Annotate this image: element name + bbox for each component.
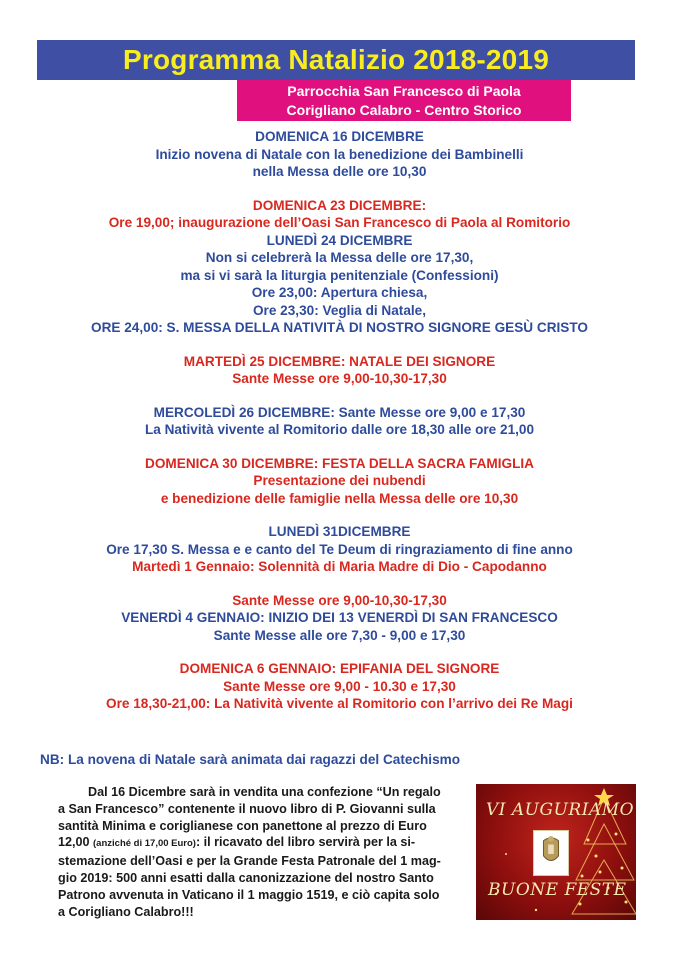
event-line: Sante Messe ore 9,00-10,30-17,30 (232, 592, 447, 608)
parish-banner (237, 80, 571, 121)
offer-line-rest: : il ricavato del libro servirà per la si- (195, 835, 416, 850)
event-line: LUNEDÌ 31DICEMBRE (268, 524, 411, 539)
event-line: DOMENICA 16 DICEMBRE (255, 129, 424, 144)
event-line: LUNEDÌ 24 DICEMBRE (266, 232, 413, 248)
event-line: DOMENICA 23 DICEMBRE: (252, 197, 427, 213)
christmas-greeting-card (476, 784, 636, 920)
event-line: Inizio novena di Natale con la benedizione dei Bambinelli (155, 146, 524, 162)
event-schedule (0, 128, 679, 713)
offer-line: stemazione dell’Oasi e per la Grande Festa Patronale del 1 mag- (58, 854, 441, 869)
event-block (0, 592, 679, 645)
offer-line (58, 834, 468, 853)
event-block (0, 660, 679, 713)
greeting-line-1: VI AUGURIAMO (486, 800, 635, 820)
offer-line: a San Francesco” contenente il nuovo libro di P. Giovanni sulla (58, 801, 436, 816)
event-block (0, 523, 679, 576)
offer-line: santità Minima e coriglianese con panettone al prezzo di Euro (58, 818, 427, 833)
offer-line: Dal 16 Dicembre sarà in vendita una confezione “Un regalo (88, 785, 441, 799)
offer-line: a Corigliano Calabro!!! (58, 904, 194, 919)
event-line: Ore 23,30: Veglia di Natale, (252, 302, 427, 318)
event-line: Sante Messe alle ore 7,30 - 9,00 e 17,30 (213, 627, 466, 643)
coat-of-arms-icon (533, 830, 569, 876)
parish-name: Parrocchia San Francesco di Paola (287, 83, 521, 99)
event-block (0, 197, 679, 337)
parish-location: Corigliano Calabro - Centro Storico (286, 102, 522, 118)
offer-price: 12,00 (58, 835, 94, 850)
event-line: Ore 17,30 S. Messa e e canto del Te Deum di ringraziamento di fine anno (106, 541, 573, 557)
offer-original-price: (anziché di 17,00 Euro) (93, 838, 196, 850)
event-line: Sante Messe ore 9,00 - 10.30 e 17,30 (223, 678, 456, 694)
offer-line: gio 2019: 500 anni esatti dalla canonizzazione del nostro Santo (58, 870, 434, 885)
nb-note: NB: La novena di Natale sarà animata dai ragazzi del Catechismo (40, 752, 461, 767)
event-line: DOMENICA 6 GENNAIO: EPIFANIA DEL SIGNORE (179, 661, 500, 676)
greeting-line-2: BUONE FESTE (488, 880, 627, 900)
event-line: MERCOLEDÌ 26 DICEMBRE: Sante Messe ore 9,00 e 17,30 (153, 404, 526, 420)
event-line: Presentazione dei nubendi (253, 473, 426, 488)
event-line: Non si celebrerà la Messa delle ore 17,30, (205, 250, 474, 265)
title-banner (37, 40, 635, 80)
event-line: La Natività vivente al Romitorio dalle ore 18,30 alle ore 21,00 (144, 422, 535, 437)
event-block (0, 128, 679, 181)
event-block (0, 404, 679, 439)
event-line: DOMENICA 30 DICEMBRE: FESTA DELLA SACRA FAMIGLIA (145, 455, 534, 471)
event-line: Martedì 1 Gennaio: Solennità di Maria Madre di Dio - Capodanno (132, 559, 547, 574)
event-line: e benedizione delle famiglie nella Messa delle ore 10,30 (160, 490, 519, 506)
event-block (0, 353, 679, 388)
event-block (0, 455, 679, 508)
offer-paragraph (58, 784, 468, 920)
event-line: Ore 18,30-21,00: La Natività vivente al Romitorio con l’arrivo dei Re Magi (106, 696, 573, 711)
page-title: Programma Natalizio 2018-2019 (122, 44, 549, 75)
event-line: MARTEDÌ 25 DICEMBRE: NATALE DEI SIGNORE (183, 353, 496, 369)
event-line: nella Messa delle ore 10,30 (252, 164, 427, 179)
offer-line: Patrono avvenuta in Vaticano il 1 maggio 1519, e ciò capita solo (58, 887, 440, 902)
event-line: Ore 19,00; inaugurazione dell’Oasi San Francesco di Paola al Romitorio (108, 215, 571, 230)
event-line: Ore 23,00: Apertura chiesa, (251, 285, 428, 300)
event-line: ORE 24,00: S. MESSA DELLA NATIVITÀ DI NOSTRO SIGNORE GESÙ CRISTO (91, 320, 588, 335)
event-line: ma si vi sarà la liturgia penitenziale (Confessioni) (180, 267, 499, 283)
event-line: Sante Messe ore 9,00-10,30-17,30 (232, 371, 447, 386)
event-line: VENERDÌ 4 GENNAIO: INIZIO DEI 13 VENERDÌ DI SAN FRANCESCO (121, 610, 558, 625)
